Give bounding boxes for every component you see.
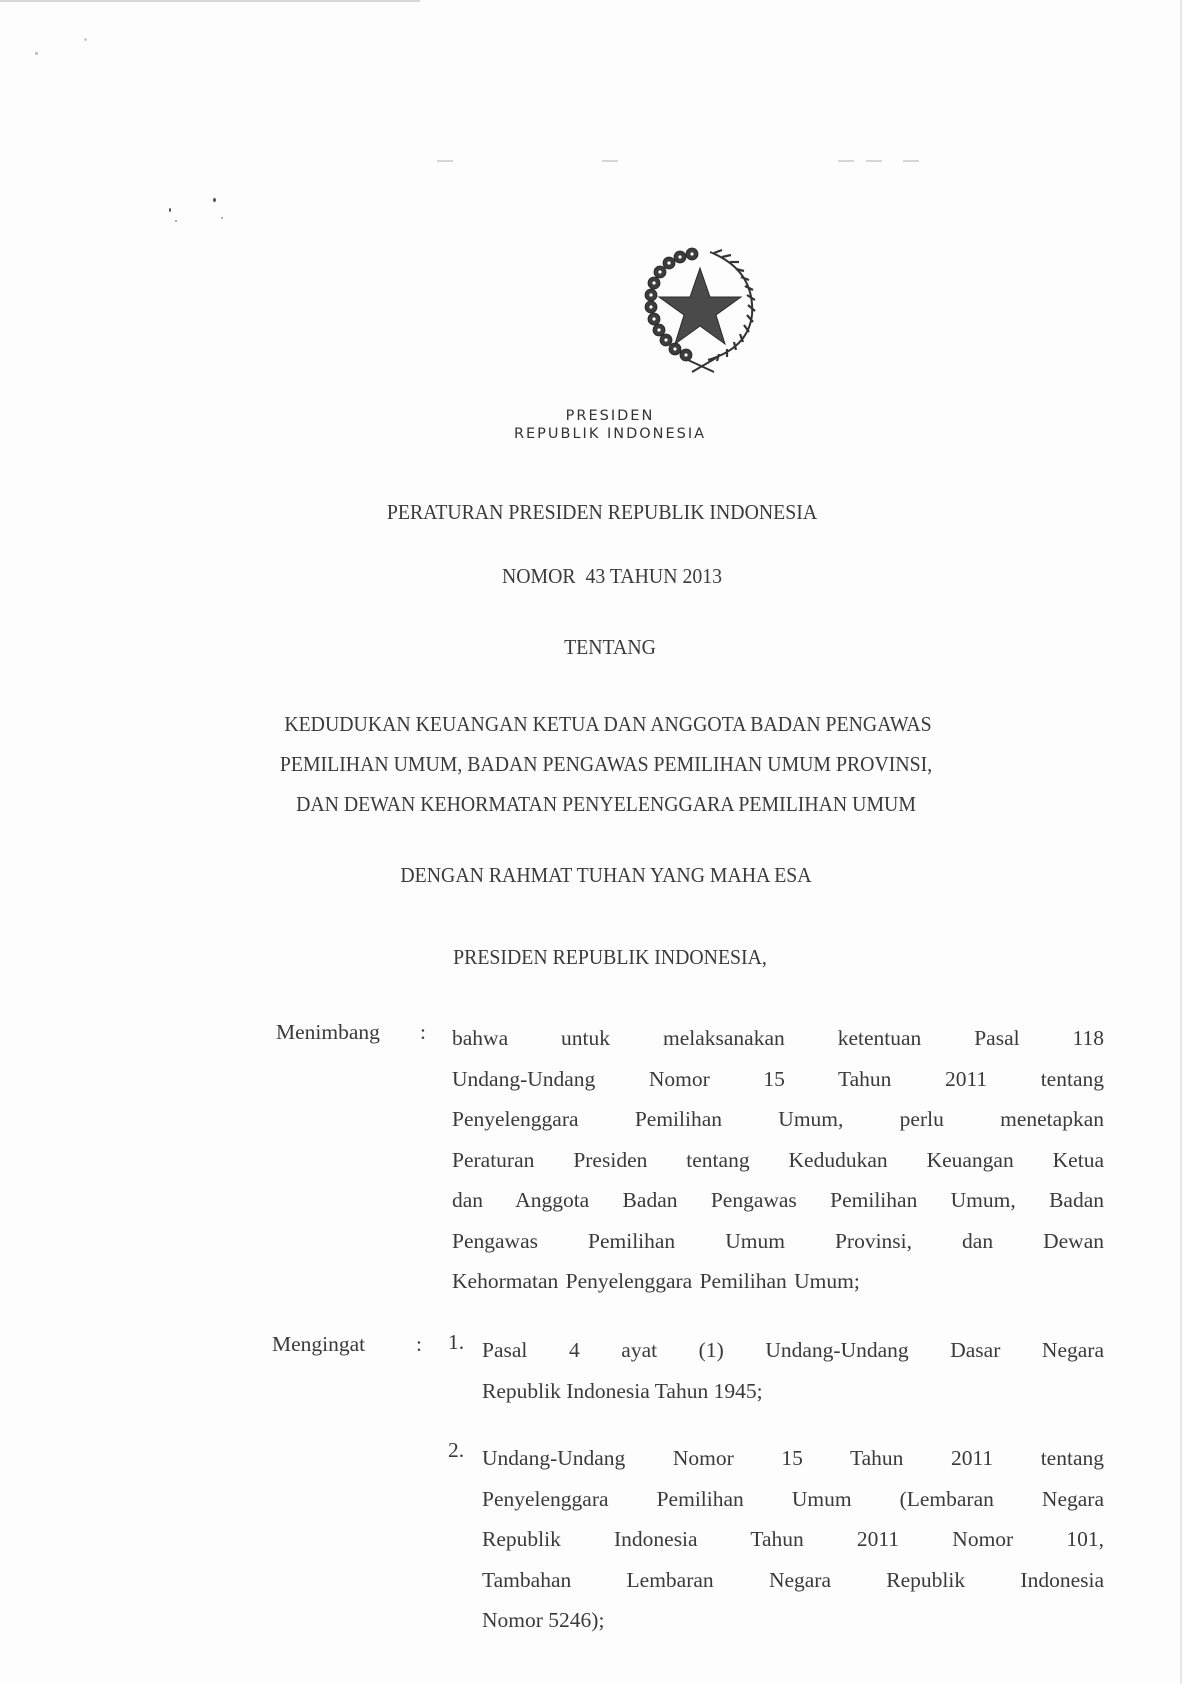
text-line: Peraturan Presiden tentang Kedudukan Keuangan Ketua — [452, 1147, 1104, 1172]
scan-mark — [437, 160, 453, 162]
text-line: Pengawas Pemilihan Umum Provinsi, dan Dewan — [452, 1228, 1104, 1253]
text-line: Pasal 4 ayat (1) Undang-Undang Dasar Negara — [482, 1338, 1104, 1362]
regulation-title: PERATURAN PRESIDEN REPUBLIK INDONESIA — [386, 500, 818, 524]
text-line: Tambahan Lembaran Negara Republik Indonesia — [482, 1567, 1104, 1592]
item-number: 1. — [448, 1330, 465, 1354]
scan-speck — [35, 52, 38, 55]
regulation-number: NOMOR 43 TAHUN 2013 — [501, 564, 723, 588]
text-line: Penyelenggara Pemilihan Umum (Lembaran Negara — [482, 1486, 1104, 1511]
letterhead-line-2: REPUBLIK INDONESIA — [513, 426, 707, 442]
scan-speck — [221, 217, 223, 219]
text-line: Nomor 5246); — [482, 1608, 605, 1632]
regulation-about: TENTANG — [564, 635, 656, 659]
item-number: 2. — [448, 1438, 465, 1462]
scan-edge-line — [0, 0, 420, 2]
scan-speck — [84, 38, 87, 41]
scan-mark — [602, 160, 618, 162]
regulation-subject-line: KEDUDUKAN KEUANGAN KETUA DAN ANGGOTA BADAN PENGAWAS — [284, 712, 932, 736]
regulation-subject-line: PEMILIHAN UMUM, BADAN PENGAWAS PEMILIHAN UMUM PROVINSI, — [279, 752, 933, 776]
regulation-subject-line: DAN DEWAN KEHORMATAN PENYELENGGARA PEMILIHAN UMUM — [296, 792, 916, 816]
text-line: Undang-Undang Nomor 15 Tahun 2011 tentang — [452, 1066, 1104, 1091]
scan-speck — [175, 220, 177, 222]
scan-mark — [838, 160, 854, 162]
text-line: Penyelenggara Pemilihan Umum, perlu menetapkan — [452, 1107, 1104, 1131]
text-line: Republik Indonesia Tahun 1945; — [482, 1378, 763, 1403]
presidential-star-emblem-icon — [630, 240, 770, 380]
invocation: DENGAN RAHMAT TUHAN YANG MAHA ESA — [400, 863, 812, 887]
mengingat-colon: : — [416, 1332, 422, 1356]
menimbang-label: Menimbang — [276, 1020, 380, 1044]
text-line: bahwa untuk melaksanakan ketentuan Pasal 118 — [452, 1026, 1104, 1050]
issuer: PRESIDEN REPUBLIK INDONESIA, — [453, 945, 767, 969]
text-line: Kehormatan Penyelenggara Pemilihan Umum; — [452, 1269, 860, 1293]
text-line: Republik Indonesia Tahun 2011 Nomor 101, — [482, 1527, 1104, 1551]
mengingat-label: Mengingat — [272, 1332, 366, 1356]
scan-speck — [169, 208, 171, 212]
letterhead-line-1: PRESIDEN — [565, 408, 655, 424]
text-line: Undang-Undang Nomor 15 Tahun 2011 tentang — [482, 1446, 1104, 1470]
text-line: dan Anggota Badan Pengawas Pemilihan Umum, Badan — [452, 1188, 1104, 1212]
item-body — [482, 1330, 1104, 1411]
scan-speck — [213, 198, 216, 202]
scan-mark — [866, 160, 882, 162]
scan-mark — [903, 160, 919, 162]
item-body — [482, 1438, 1104, 1641]
menimbang-colon: : — [420, 1020, 426, 1044]
menimbang-body — [452, 1018, 1104, 1302]
